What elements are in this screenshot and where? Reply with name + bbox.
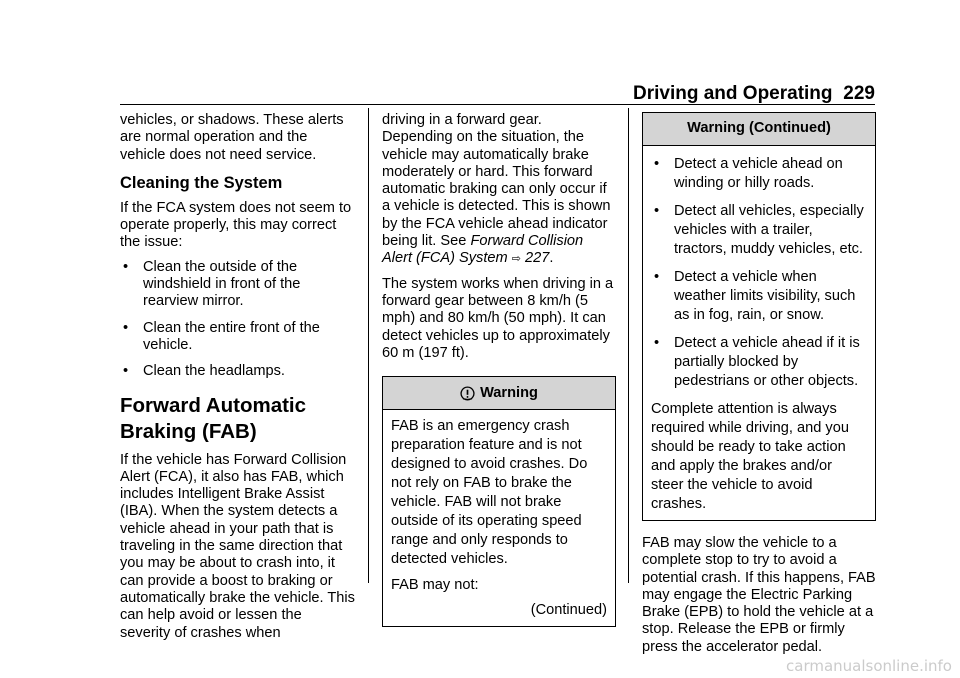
intro-paragraph: vehicles, or shadows. These alerts are normal operation and the vehicle does not need service.: [120, 112, 344, 163]
page-header: [633, 82, 875, 106]
column-divider-left: [368, 108, 369, 583]
list-item: • Clean the entire front of the vehicle.: [120, 320, 356, 355]
column-divider-right: [628, 108, 629, 583]
list-item: • Detect all vehicles, especially vehicles with a trailer, tractors, muddy vehicles, etc.: [651, 202, 867, 259]
list-item: • Detect a vehicle when weather limits visibility, such as in fog, rain, or snow.: [651, 268, 867, 325]
list-item: • Clean the outside of the windshield in front of the rearview mirror.: [120, 259, 356, 311]
warning-continued-title: Warning (Continued): [687, 120, 831, 137]
column-1: [120, 112, 356, 642]
header-rule: [120, 104, 875, 105]
fab-stop-paragraph: FAB may slow the vehicle to a complete stop to try to avoid a potential crash. If this happens, FAB may engage the Electric Parking Brake (EPB) to hold the vehicle at a stop. Release the EPB or firmly press the accelerator pedal.: [642, 535, 876, 655]
warning-body: [383, 410, 615, 626]
list-item: • Detect a vehicle ahead if it is partially blocked by pedestrians or other objects.: [651, 334, 867, 391]
warning-paragraph: FAB is an emergency crash preparation feature and is not designed to avoid crashes. Do not rely on FAB to brake the vehicle. FAB will not brake outside of its operating speed range and only responds to detected vehicles.: [391, 418, 588, 568]
xref-arrow-icon: ⇨: [511, 253, 521, 266]
speed-paragraph: The system works when driving in a forward gear between 8 km/h (5 mph) and 80 km/h (50 mph). It can detect vehicles up to approximately 60 m (197 ft).: [382, 275, 614, 361]
cleaning-list: [120, 259, 356, 381]
column-3: [642, 112, 876, 656]
cleaning-heading: Cleaning the System: [120, 173, 283, 192]
warning-icon: [460, 386, 475, 401]
page-number: 229: [843, 83, 875, 104]
warning-box: [382, 376, 616, 627]
xref-page[interactable]: 227: [525, 250, 550, 267]
cleaning-paragraph: If the FCA system does not seem to operate properly, this may correct the issue:: [120, 199, 352, 251]
paragraph-text: driving in a forward gear. Depending on the situation, the vehicle may automatically brake moderately or hard. This forward automatic braking can only occur if a vehicle is detected. This is shown by the FCA vehicle ahead indicator being lit. See: [382, 112, 611, 250]
warning-continued-header: [643, 113, 875, 146]
warning-paragraph: FAB may not:: [391, 577, 479, 594]
fab-heading: Forward Automatic Braking (FAB): [120, 393, 307, 443]
warning-title: Warning: [480, 384, 538, 401]
section-title: Driving and Operating: [633, 83, 833, 104]
warning-paragraph: Complete attention is always required while driving, and you should be ready to take action and apply the brakes and/or steer the vehicle to avoid crashes.: [651, 401, 849, 512]
xref-title[interactable]: Forward Collision Alert (FCA) System: [382, 233, 584, 267]
warning-header: [383, 377, 615, 410]
warning-continued-body: [643, 146, 875, 520]
continued-label: (Continued): [530, 602, 607, 619]
warning-list: [651, 155, 867, 391]
list-item: • Clean the headlamps.: [120, 363, 356, 380]
warning-continued-box: [642, 112, 876, 521]
watermark: carmanualsonline.info: [786, 657, 952, 675]
paragraph-end: .: [549, 250, 554, 267]
column-2: [382, 112, 616, 627]
fab-continued-paragraph: [382, 112, 616, 269]
list-item: • Detect a vehicle ahead on winding or hilly roads.: [651, 155, 867, 193]
fab-paragraph: If the vehicle has Forward Collision Alert (FCA), it also has FAB, which includes Intelligent Brake Assist (IBA). When the system detects a vehicle ahead in your path that is traveling in the same direction that you may be about to crash into, it can provide a boost to braking or automatically brake the vehicle. This can help avoid or lessen the severity of crashes when: [120, 451, 355, 641]
